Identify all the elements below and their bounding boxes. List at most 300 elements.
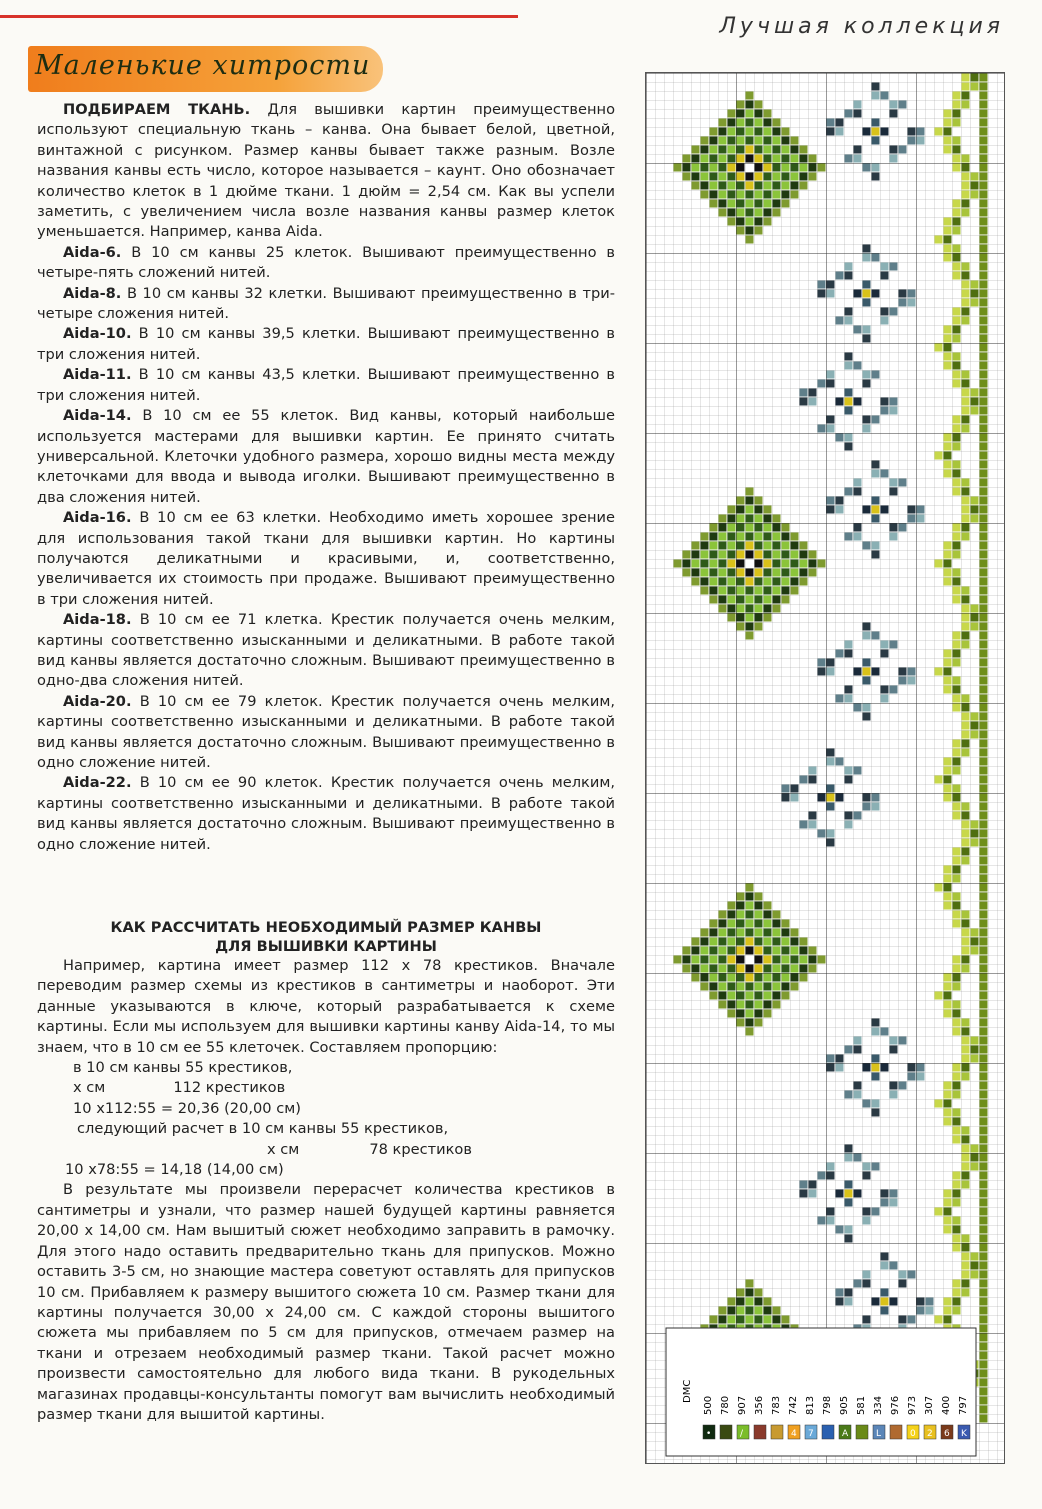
diamond-cell [674, 560, 682, 568]
flower-cell [845, 695, 853, 703]
diamond-cell [755, 578, 763, 586]
border-cell [953, 416, 961, 424]
legend-code: 400 [941, 1395, 952, 1415]
border-cell [980, 1154, 988, 1162]
flower-cell [863, 290, 871, 298]
border-cell [944, 650, 952, 658]
diamond-cell [755, 227, 763, 235]
diamond-cell [764, 191, 772, 199]
diamond-cell [773, 605, 781, 613]
diamond-cell [746, 974, 754, 982]
border-cell [953, 974, 961, 982]
diamond-cell [746, 893, 754, 901]
border-cell [980, 119, 988, 127]
diamond-cell [746, 1289, 754, 1297]
border-cell [953, 443, 961, 451]
flower-cell [881, 686, 889, 694]
diamond-cell [791, 551, 799, 559]
border-cell [944, 875, 952, 883]
border-cell [962, 1019, 970, 1027]
diamond-cell [737, 533, 745, 541]
border-cell [953, 146, 961, 154]
flower-cell [881, 1298, 889, 1306]
diamond-cell [755, 974, 763, 982]
flower-cell [854, 290, 862, 298]
flower-cell [881, 1028, 889, 1036]
diamond-cell [809, 164, 817, 172]
diamond-cell [728, 137, 736, 145]
border-cell [980, 1010, 988, 1018]
diamond-cell [719, 920, 727, 928]
border-cell [980, 245, 988, 253]
diamond-cell [728, 605, 736, 613]
legend-code: 797 [958, 1395, 969, 1415]
border-cell [980, 1334, 988, 1342]
flower-cell [836, 794, 844, 802]
diamond-cell [710, 920, 718, 928]
border-cell [980, 704, 988, 712]
border-cell [962, 380, 970, 388]
flower-cell [809, 767, 817, 775]
border-cell [944, 1010, 952, 1018]
border-cell [962, 632, 970, 640]
diamond-cell [692, 182, 700, 190]
border-cell [962, 911, 970, 919]
border-cell [944, 128, 952, 136]
diamond-cell [737, 128, 745, 136]
border-cell [935, 236, 943, 244]
flower-cell [872, 506, 880, 514]
diamond-cell [755, 218, 763, 226]
border-cell [980, 686, 988, 694]
diamond-cell [728, 1010, 736, 1018]
diamond-cell [800, 569, 808, 577]
diamond-cell [755, 965, 763, 973]
diamond-cell [755, 1298, 763, 1306]
border-cell [953, 209, 961, 217]
diamond-cell [773, 920, 781, 928]
diamond-cell [746, 236, 754, 244]
border-cell [953, 551, 961, 559]
border-cell [953, 1199, 961, 1207]
border-cell [971, 191, 979, 199]
diamond-cell [728, 146, 736, 154]
diamond-cell [674, 956, 682, 964]
diamond-cell [791, 965, 799, 973]
diamond-cell [773, 146, 781, 154]
diamond-cell [746, 101, 754, 109]
diamond-cell [764, 1316, 772, 1324]
diamond-cell [755, 209, 763, 217]
flower-cell [782, 785, 790, 793]
flower-cell [863, 1163, 871, 1171]
border-cell [944, 668, 952, 676]
aida-item [37, 284, 615, 325]
border-cell [980, 443, 988, 451]
diamond-cell [755, 992, 763, 1000]
flower-cell [836, 317, 844, 325]
diamond-cell [755, 146, 763, 154]
border-cell [953, 848, 961, 856]
flower-cell [827, 290, 835, 298]
flower-cell [908, 1073, 916, 1081]
diamond-cell [764, 902, 772, 910]
flower-cell [863, 128, 871, 136]
border-cell [953, 965, 961, 973]
diamond-cell [764, 929, 772, 937]
diamond-cell [746, 497, 754, 505]
flower-cell [836, 1289, 844, 1297]
border-cell [980, 191, 988, 199]
calc-line: 10 х78:55 = 14,18 (14,00 см) [65, 1161, 284, 1179]
flower-cell [872, 1109, 880, 1117]
diamond-cell [782, 983, 790, 991]
diamond-cell [737, 119, 745, 127]
flower-cell [854, 1154, 862, 1162]
diamond-cell [755, 1010, 763, 1018]
flower-cell [872, 83, 880, 91]
border-cell [980, 1190, 988, 1198]
border-cell [971, 623, 979, 631]
border-cell [953, 371, 961, 379]
diamond-cell [782, 1316, 790, 1324]
flower-cell [836, 272, 844, 280]
flower-cell [926, 1307, 934, 1315]
flower-cell [854, 1190, 862, 1198]
border-cell [971, 1037, 979, 1045]
flower-cell [863, 425, 871, 433]
border-cell [980, 1163, 988, 1171]
flower-cell [827, 785, 835, 793]
diamond-cell [746, 1019, 754, 1027]
flower-cell [863, 1280, 871, 1288]
flower-cell [881, 470, 889, 478]
flower-cell [863, 1208, 871, 1216]
border-cell [980, 470, 988, 478]
diamond-cell [737, 929, 745, 937]
border-cell [980, 299, 988, 307]
flower-cell [917, 515, 925, 523]
diamond-cell [755, 542, 763, 550]
cross-stitch-chart [645, 72, 1005, 1464]
diamond-cell [755, 1019, 763, 1027]
diamond-cell [746, 1001, 754, 1009]
flower-cell [854, 767, 862, 775]
aida-item [37, 692, 615, 774]
border-cell [980, 722, 988, 730]
border-cell [962, 398, 970, 406]
border-cell [953, 1172, 961, 1180]
conclusion-paragraph: В результате мы произвели перерасчет количества крестиков в сантиметры и узнали, что размер нашей будущей картины равняется 20,00 х 14,00 см. Нам вышитый сюжет необходимо заправить в рамочку. Для этого надо оставить предварительно ткань для припусков. Можно оставить 3-5 см, но знающие мастера советуют оставлять для припусков 10 см. Прибавляем к размеру вышитого сюжета 10 см. Размер ткани для картины получается 30,00 х 24,00 см. С каждой стороны вышитого сюжета мы прибавляем по 5 см для припусков, отмечаем размер на ткани и отрезаем необходимый размер ткани. Такой расчет можно произвести самостоятельно для любого вида ткани. В рукодельных магазинах продавцы-консультанты помогут вам вычислить необходимый размер ткани для вышитой картины. [37, 1181, 615, 1423]
border-cell [944, 1100, 952, 1108]
border-cell [980, 857, 988, 865]
flower-cell [818, 659, 826, 667]
aida-item [37, 406, 615, 508]
flower-cell [863, 254, 871, 262]
diamond-cell [773, 164, 781, 172]
flower-cell [881, 1262, 889, 1270]
diamond-cell [773, 983, 781, 991]
border-cell [962, 722, 970, 730]
border-cell [953, 362, 961, 370]
diamond-cell [728, 515, 736, 523]
diamond-cell [755, 1001, 763, 1009]
flower-cell [845, 155, 853, 163]
diamond-cell [728, 938, 736, 946]
diamond-cell [728, 524, 736, 532]
diamond-cell [782, 965, 790, 973]
flower-cell [863, 506, 871, 514]
diamond-cell [719, 587, 727, 595]
aida-item [37, 508, 615, 610]
border-cell [953, 1082, 961, 1090]
diamond-cell [728, 533, 736, 541]
diamond-cell [746, 542, 754, 550]
diamond-cell [746, 623, 754, 631]
border-cell [962, 857, 970, 865]
diamond-cell [746, 992, 754, 1000]
aida-item [37, 243, 615, 284]
diamond-cell [791, 560, 799, 568]
running-head: Лучшая коллекция [719, 14, 1004, 39]
border-cell [953, 1190, 961, 1198]
border-cell [980, 281, 988, 289]
diamond-cell [764, 920, 772, 928]
border-cell [980, 1082, 988, 1090]
diamond-cell [764, 524, 772, 532]
border-cell [935, 128, 943, 136]
border-cell [962, 1172, 970, 1180]
diamond-cell [701, 164, 709, 172]
border-cell [980, 1343, 988, 1351]
border-cell [953, 758, 961, 766]
diamond-cell [719, 128, 727, 136]
border-cell [980, 1100, 988, 1108]
diamond-cell [764, 173, 772, 181]
border-cell [980, 812, 988, 820]
border-cell [971, 1271, 979, 1279]
border-cell [935, 1208, 943, 1216]
border-cell [953, 1091, 961, 1099]
diamond-cell [692, 155, 700, 163]
diamond-cell [764, 551, 772, 559]
border-cell [971, 605, 979, 613]
diamond-cell [728, 956, 736, 964]
border-cell [980, 713, 988, 721]
border-cell [971, 821, 979, 829]
border-cell [944, 452, 952, 460]
border-cell [953, 740, 961, 748]
flower-cell [827, 668, 835, 676]
border-cell [980, 1235, 988, 1243]
flower-cell [890, 1037, 898, 1045]
diamond-cell [737, 1298, 745, 1306]
flower-cell [890, 479, 898, 487]
flower-cell [836, 758, 844, 766]
flower-cell [872, 1208, 880, 1216]
flower-cell [890, 686, 898, 694]
border-cell [953, 245, 961, 253]
flower-cell [908, 1064, 916, 1072]
border-cell [962, 1127, 970, 1135]
diamond-cell [737, 182, 745, 190]
border-cell [944, 1316, 952, 1324]
diamond-cell [773, 128, 781, 136]
legend-code: 976 [890, 1395, 901, 1415]
diamond-cell [782, 551, 790, 559]
diamond-cell [791, 155, 799, 163]
diamond-cell [737, 506, 745, 514]
diamond-cell [728, 1307, 736, 1315]
border-cell [953, 704, 961, 712]
calc-line: следующий расчет в 10 см канвы 55 крестиков, [77, 1120, 449, 1138]
flower-cell [863, 794, 871, 802]
legend-symbol: 0 [910, 1429, 916, 1439]
diamond-cell [773, 209, 781, 217]
border-cell [980, 938, 988, 946]
border-cell [980, 821, 988, 829]
diamond-cell [728, 965, 736, 973]
flower-cell [845, 1154, 853, 1162]
border-cell [962, 929, 970, 937]
border-cell [980, 632, 988, 640]
border-cell [980, 542, 988, 550]
border-cell [980, 1127, 988, 1135]
border-cell [962, 425, 970, 433]
diamond-cell [719, 200, 727, 208]
border-cell [980, 569, 988, 577]
border-cell [980, 353, 988, 361]
border-cell [962, 1181, 970, 1189]
border-cell [962, 164, 970, 172]
diamond-cell [746, 956, 754, 964]
border-cell [980, 533, 988, 541]
diamond-cell [719, 605, 727, 613]
diamond-cell [764, 596, 772, 604]
flower-cell [872, 173, 880, 181]
flower-cell [908, 668, 916, 676]
flower-cell [863, 335, 871, 343]
flower-cell [890, 641, 898, 649]
border-cell [944, 326, 952, 334]
border-cell [953, 380, 961, 388]
article-column-2 [37, 918, 615, 1425]
flower-cell [827, 1217, 835, 1225]
border-cell [962, 596, 970, 604]
diamond-cell [755, 929, 763, 937]
border-cell [953, 587, 961, 595]
diamond-cell [773, 155, 781, 163]
flower-cell [809, 389, 817, 397]
flower-cell [863, 677, 871, 685]
flower-cell [809, 812, 817, 820]
diamond-cell [710, 191, 718, 199]
lead-paragraph [37, 100, 615, 243]
diamond-cell [746, 614, 754, 622]
diamond-cell [773, 911, 781, 919]
flower-cell [872, 515, 880, 523]
border-cell [971, 389, 979, 397]
diamond-cell [737, 569, 745, 577]
flower-cell [818, 1217, 826, 1225]
border-cell [980, 1208, 988, 1216]
aida-item [37, 324, 615, 365]
diamond-cell [683, 965, 691, 973]
diamond-cell [755, 515, 763, 523]
border-cell [953, 155, 961, 163]
border-cell [935, 668, 943, 676]
diamond-cell [701, 938, 709, 946]
diamond-cell [737, 956, 745, 964]
diamond-cell [755, 1289, 763, 1297]
flower-cell [854, 1037, 862, 1045]
diamond-cell [773, 1001, 781, 1009]
border-cell [980, 1136, 988, 1144]
border-cell [953, 92, 961, 100]
diamond-cell [710, 974, 718, 982]
diamond-cell [710, 128, 718, 136]
flower-cell [908, 290, 916, 298]
flower-cell [881, 641, 889, 649]
diamond-cell [782, 974, 790, 982]
diamond-cell [719, 155, 727, 163]
section-heading [37, 918, 615, 956]
legend-symbol: 7 [808, 1429, 814, 1439]
flower-cell [818, 668, 826, 676]
border-cell [953, 1028, 961, 1036]
diamond-cell [809, 956, 817, 964]
diamond-cell [746, 551, 754, 559]
border-cell [953, 695, 961, 703]
flower-cell [890, 1046, 898, 1054]
diamond-cell [764, 1010, 772, 1018]
diamond-cell [737, 173, 745, 181]
diamond-cell [746, 560, 754, 568]
diamond-cell [701, 551, 709, 559]
border-cell [962, 821, 970, 829]
flower-cell [908, 1271, 916, 1279]
diamond-cell [701, 578, 709, 586]
diamond-cell [746, 191, 754, 199]
border-cell [935, 776, 943, 784]
flower-cell [845, 641, 853, 649]
diamond-cell [791, 983, 799, 991]
flower-cell [881, 695, 889, 703]
border-cell [971, 1145, 979, 1153]
flower-cell [845, 308, 853, 316]
border-cell [953, 659, 961, 667]
diamond-cell [773, 578, 781, 586]
border-cell [962, 1145, 970, 1153]
legend-code: 742 [788, 1395, 799, 1415]
border-cell [980, 1316, 988, 1324]
diamond-cell [719, 569, 727, 577]
diamond-cell [737, 515, 745, 523]
diamond-cell [737, 155, 745, 163]
diamond-cell [755, 533, 763, 541]
border-cell [953, 227, 961, 235]
border-cell [980, 731, 988, 739]
diamond-cell [737, 947, 745, 955]
border-cell [953, 110, 961, 118]
diamond-cell [737, 911, 745, 919]
diamond-cell [746, 938, 754, 946]
diamond-cell [701, 569, 709, 577]
aida-name: Aida-8. [63, 284, 122, 302]
diamond-cell [773, 119, 781, 127]
calc-x: х см [73, 1079, 106, 1097]
border-cell [971, 1046, 979, 1054]
